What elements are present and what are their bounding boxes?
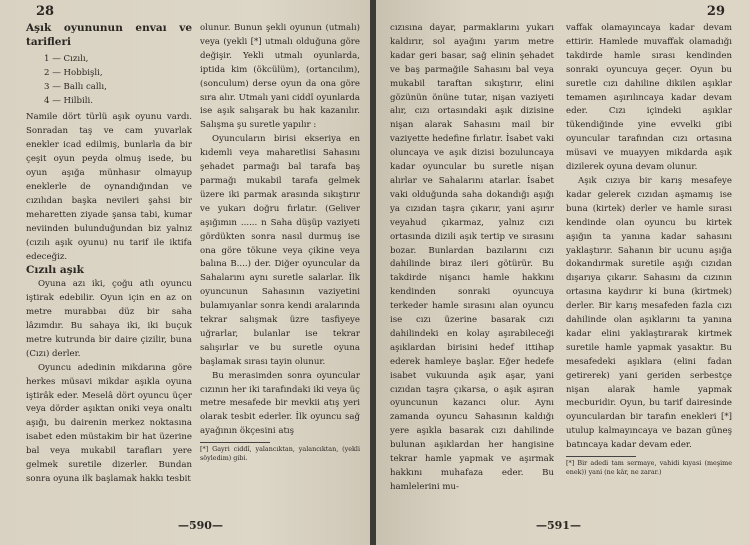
footnote-rule bbox=[200, 442, 270, 443]
paragraph: Oyuncuların birisi ekseriya en kıdemli veya maharetlisi Sahasını şehadet parmağı bal tarafa baş parmağı mukabil tarafa gelmek üzere iki parmak arasında sıkıştırır ve yukarı doğru fırlatır. (Geliver aşığımın ...... n Saha düşüp vaziyeti gördükten sonra nasıl durmuş ise ona göre tökune veya çikine veya balına B....) der. Diğer oyuncular da Sahalarını aynı suretle salarlar. İlk oyuncunun Sahasının vaziyetini bulamıyanlar sonra kendi aralarında tekrar salışmak üzre tasfiyeye uğrarlar, bulanlar ise tekrar salışırlar ve bu suretle oyuna başlamak sırası tayin olunur. bbox=[200, 134, 360, 367]
right-page bbox=[376, 0, 749, 545]
list-item: 1 — Cızılı, bbox=[44, 53, 89, 64]
folio-right: —591— bbox=[536, 519, 581, 532]
paragraph: cızısına dayar, parmaklarını yukarı kaldırır, sol ayağını yarım metre kadar geri basar, sağ elinin şehadet ve baş parmağile Sahasını bal veya mukabil taraftan sıkıştırır, elini gözünün önüne tutar, nişan vaziyeti alır, cızı ortasındaki aşık dizisine nişan alarak Sahasını mail bir vaziyette hedefine fırlatır. İsabet vaki oluncaya ve aşık dizisi bozuluncaya kadar oyuncular bu suretle nişan alırlar ve Sahalarını atarlar. İsabet vaki olduğunda saha dokandığı aşığı ya cızıdan taşra çıkarır, yani aşırır veyahud çıkarmaz, yalnız cızı ortasında dizili aşık tertip ve sırasını bozar. Bunlardan bazılarını cızı dahilinde biraz ileri götürür. Bu takdirde nişancı hamle hakkını kendinden sonraki oyuncuya terkeder hamle sırasını alan oyuncu ise cızı üzerine basarak cızı dahilindeki en kolay aşırabileceği aşıklardan birisini hedef ittihap ederek hamleye başlar. Eğer hedefe isabet vukuunda aşık aşar, yani cızıdan taşra çıkarsa, o aşık aşıran oyuncunun kazancı olur. Aynı zamanda oyuncu Sahasının kaldığı yere aşıkla basarak cızı dahilinde bulunan aşıklardan her hangisine tekrar hamle yapmak ve aşırmak hakkını muhafaza eder. Bu hamlelerini mu- bbox=[390, 23, 554, 492]
list-item: 3 — Ballı callı, bbox=[44, 81, 107, 92]
left-page bbox=[0, 0, 370, 545]
section-title: Aşık oyununun envaı ve tarifleri bbox=[26, 22, 192, 48]
right-column-2 bbox=[566, 22, 732, 476]
paragraph: Namile dört türlü aşık oyunu vardı. Sonradan taş ve cam yuvarlak enekler icad edilmiş, bunlarla da bir çeşit oyun peyda olmuş isede, bu oyun aşığa münhasır olmayup eneklerle de oynandığından ve cızılıdan başka nevileri şahsi bir meharetten ziyade şansa tabi, kumar neviinden bulunduğundan biz yalnız (cızılı aşık oyunu) nu tarif ile iktifa edeceğiz. bbox=[26, 112, 192, 262]
paragraph: Bu merasimden sonra oyuncular cızının her iki tarafındaki iki veya üç metre mesafede bir mevkii atış yeri olarak tesbit ederler. İlk oyuncu sağ ayağının ökçesini atış bbox=[200, 370, 360, 437]
paragraph: vaffak olamayıncaya kadar devam ettirir. Hamlede muvaffak olamadığı takdirde hamle sırası kendinden sonraki oyuncuya geçer. Oyun bu suretle cızı dahiline dikilen aşıklar temamen aşırılıncaya kadar devam eder. Cızı içindeki aşıklar tükendiğinde yine evvelki gibi oyuncular tarafından cızı ortasına müsavi ve muayyen mikdarda aşık dizilerek oyuna devam olunur. bbox=[566, 23, 732, 173]
list-item: 2 — Hobbişli, bbox=[44, 67, 103, 78]
right-column-1 bbox=[390, 22, 554, 495]
paragraph: Oyuncu adedinin mikdarına göre herkes müsavi mikdar aşıkla oyuna iştirâk eder. Meselâ dört oyuncu üçer veya dörder aşıktan oniki veya onaltı aşığı, bu dairenin merkez noktasına isabet eden müstakim bir hat üzerine bal veya mukabil tarafları yere gelmek suretile dizerler. Bundan sonra oyuna ilk başlamak hakkı tesbit bbox=[26, 362, 192, 484]
folio-left: —590— bbox=[178, 519, 223, 532]
list-item: 4 — Hilbili. bbox=[44, 95, 93, 106]
paragraph: olunur. Bunun şekli oyunun (utmalı) veya (yekli [*] utmalı olduğuna göre değişir. Yekli utmalı oyunlarda, iptida kim (ökcülüm), (ortancılım), (sonculum) derse oyun da ona göre sıra alır. Utmalı yani ciddî oyunlarda ise aşık salışarak bu hak kazanılır. Salışma şu suretle yapılır : bbox=[200, 23, 360, 131]
footnote-rule bbox=[566, 456, 636, 457]
footnote: [*] Bir adedi tam sermaye, vahidi kıyasi (meşime enek)) yani (ne kâr, ne zarar.) bbox=[566, 459, 732, 476]
type-list bbox=[44, 53, 192, 109]
page-number-left: 28 bbox=[36, 4, 55, 19]
page-number-right: 29 bbox=[706, 4, 725, 19]
paragraph: Oyuna azı iki, çoğu atlı oyuncu iştirak edebilir. Oyun için en az on metre murabbaı düz bir saha lâzımdır. Bu sahaya iki, iki buçuk metre kutrunda bir daire çizilir, buna (Cızı) derler. bbox=[26, 279, 192, 359]
paragraph: Aşık cızıya bir karış mesafeye kadar gelerek cızıdan aşmamış ise buna (kirtek) derler ve hamle sırası kendinde olan oyuncu bu kirtek aşığın ta yanına kadar sahasını yaklaştırır. Sahanın bir ucunu aşığa dokandırmak suretile aşığı cızıdan dışarıya çıkarır. Sahasını da cızının ortasına kaydırır ki buna (kirtmek) derler. Bir karış mesafeden fazla cızı dahilinde olan aşıklarını ta yanına kadar elini yaklaştırarak kirtmek suretile hamle yapmak yasaktır. Bu mesafedeki aşıklara (elini fadan getirerek) yani geriden serbestçe nişan alarak hamle yapmak mecburidir. Oyun, bu tarif dairesinde oyunculardan bir tarafın enekleri [*] utulup kalmayıncaya ve bazan güneş batıncaya kadar devam eder. bbox=[566, 175, 732, 451]
left-column-1 bbox=[26, 22, 192, 487]
left-column-2 bbox=[200, 22, 360, 462]
subsection-title: Cızılı aşık bbox=[26, 264, 84, 277]
footnote: [*] Gayri ciddî, yalancıktan, yalancıktan, (yekli söyledim) gibi. bbox=[200, 445, 360, 462]
